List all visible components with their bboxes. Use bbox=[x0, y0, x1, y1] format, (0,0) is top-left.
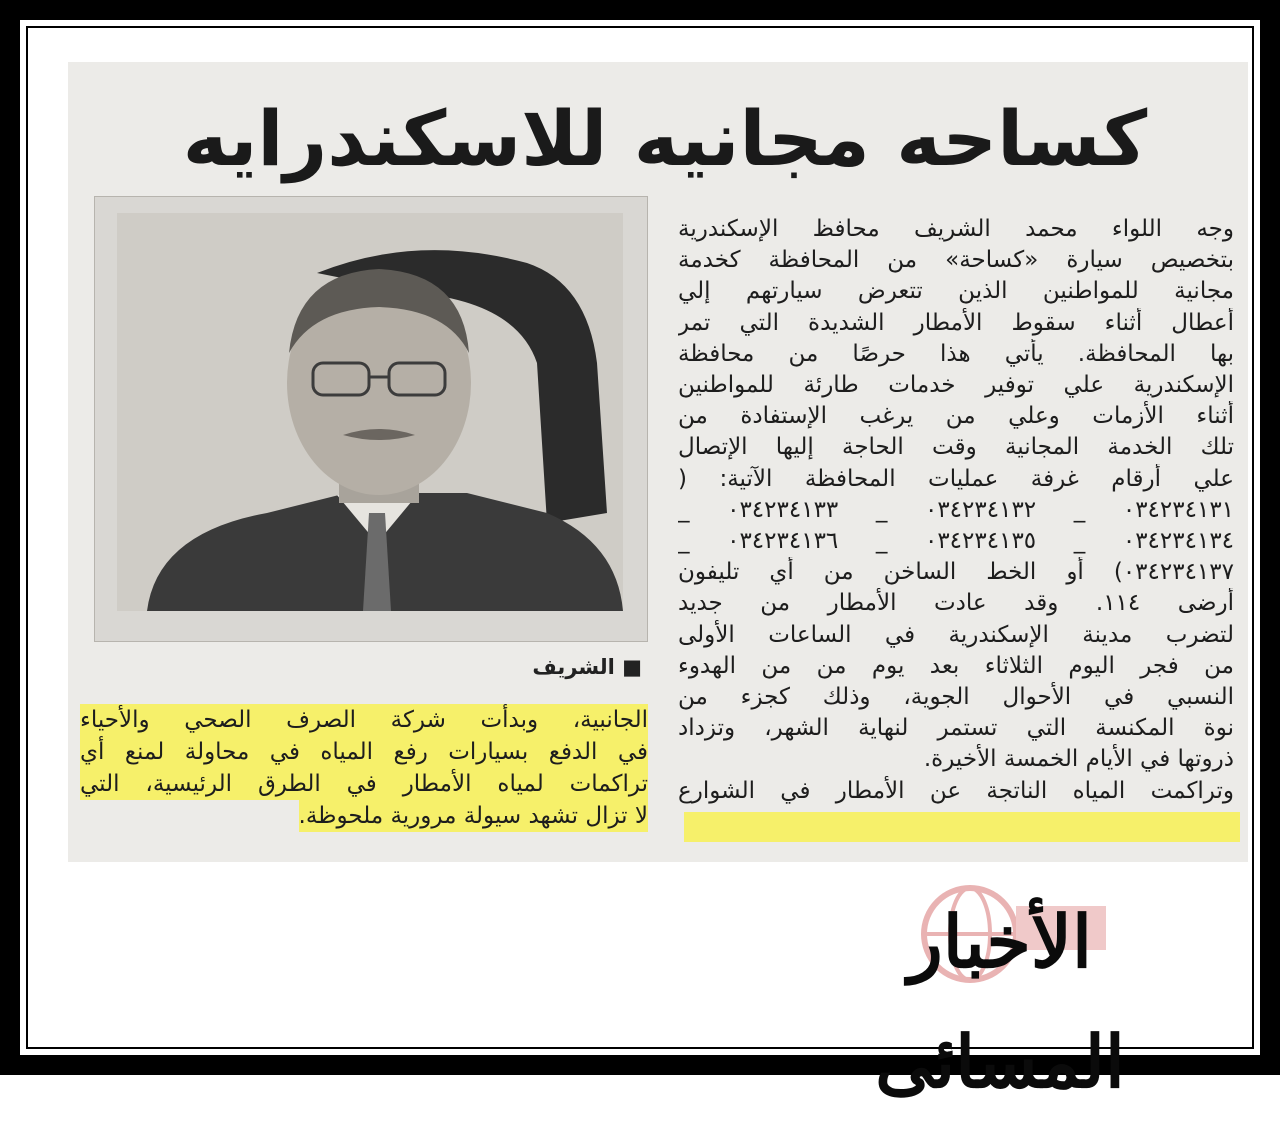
article-body-right-column bbox=[678, 214, 1234, 807]
article-line: علي أرقام غرفة عمليات المحافظة الآتية: ( bbox=[678, 465, 1234, 492]
article-line: الإسكندرية علي توفير خدمات طارئة للمواطنين bbox=[678, 372, 1234, 399]
article-line: من فجر اليوم الثلاثاء بعد يوم من من الهدوء bbox=[678, 652, 1234, 679]
article-line: النسبي في الأحوال الجوية، وذلك كجزء من bbox=[678, 684, 1234, 711]
article-line: بتخصيص سيارة «كساحة» من المحافظة كخدمة bbox=[678, 247, 1234, 274]
article-line-highlighted: وتراكمت المياه الناتجة عن الأمطار في الشوارع bbox=[678, 777, 1234, 804]
article-line-highlighted: تراكمات لمياه الأمطار في الطرق الرئيسية، التي bbox=[80, 768, 648, 800]
highlight-mark-right bbox=[684, 812, 1240, 842]
article-headline: كساحه مجانيه للاسكندرايه bbox=[182, 94, 1148, 183]
article-body-left-column bbox=[80, 704, 648, 841]
portrait-photo bbox=[117, 213, 623, 611]
article-line: نوة المكنسة التي تستمر لنهاية الشهر، وتزداد bbox=[678, 715, 1234, 742]
article-line: أرضى ١١٤. وقد عادت الأمطار من جديد bbox=[678, 590, 1234, 617]
portrait-illustration bbox=[117, 213, 623, 611]
article-photo bbox=[94, 196, 648, 642]
phone-numbers-line: ٠٣٤٢٣٤١٣١ _ ٠٣٤٢٣٤١٣٢ _ ٠٣٤٢٣٤١٣٣ _ bbox=[678, 496, 1234, 523]
article-line: تلك الخدمة المجانية وقت الحاجة إليها الإتصال bbox=[678, 434, 1234, 461]
article-line: ٠٣٤٢٣٤١٣٧) أو الخط الساخن من أي تليفون bbox=[678, 559, 1234, 586]
newspaper-logo-text: الأخبار المسائى bbox=[875, 899, 1125, 1104]
article-line-highlighted: في الدفع بسيارات رفع المياه في محاولة لمنع أي bbox=[80, 736, 648, 768]
article-line: مجانية للمواطنين الذين تتعرض سيارتهم إلي bbox=[678, 278, 1234, 305]
photo-caption: ■ الشريف bbox=[532, 655, 642, 679]
phone-numbers-line: ٠٣٤٢٣٤١٣٤ _ ٠٣٤٢٣٤١٣٥ _ ٠٣٤٢٣٤١٣٦ _ bbox=[678, 528, 1234, 555]
article-line: ذروتها في الأيام الخمسة الأخيرة. bbox=[923, 746, 1234, 773]
article-line: بها المحافظة. يأتي هذا حرصًا من محافظة bbox=[678, 340, 1234, 367]
article-line: أعطال أثناء سقوط الأمطار الشديدة التي تمر bbox=[678, 309, 1234, 336]
newspaper-logo bbox=[820, 872, 1180, 1104]
article-line: وجه اللواء محمد الشريف محافظ الإسكندرية bbox=[678, 216, 1234, 242]
article-line-highlighted: الجانبية، وبدأت شركة الصرف الصحي والأحياء bbox=[80, 704, 648, 736]
article-line: أثناء الأزمات وعلي من يرغب الإستفادة من bbox=[678, 403, 1234, 430]
article-line: لتضرب مدينة الإسكندرية في الساعات الأولى bbox=[678, 621, 1234, 648]
article-line-highlighted: لا تزال تشهد سيولة مرورية ملحوظة. bbox=[299, 800, 648, 832]
